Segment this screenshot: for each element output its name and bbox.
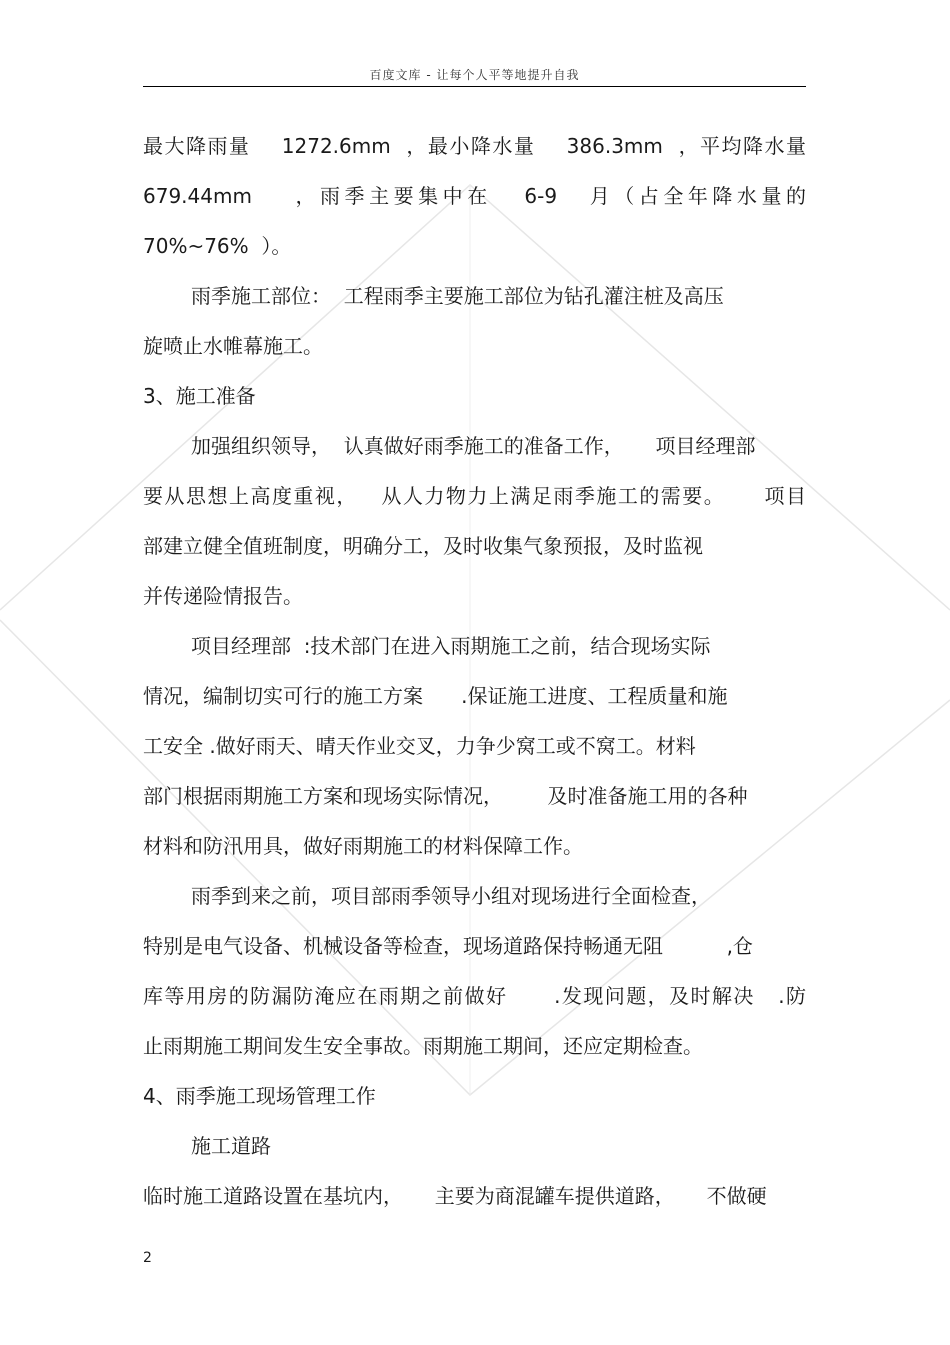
paragraph-line: 最大降雨量 1272.6mm ，最小降水量 386.3mm ，平均降水量 [143, 134, 806, 158]
page-number: 2 [143, 1250, 152, 1266]
header-divider [143, 86, 806, 87]
paragraph-line: 雨季施工部位： 工程雨季主要施工部位为钻孔灌注桩及高压 [191, 284, 724, 308]
paragraph-line: 特别是电气设备、机械设备等检查，现场道路保持畅通无阻 ,仓 [143, 934, 753, 958]
paragraph-line: 情况，编制切实可行的施工方案 .保证施工进度、工程质量和施 [143, 684, 728, 708]
paragraph-line: 材料和防汛用具，做好雨期施工的材料保障工作。 [143, 834, 583, 858]
paragraph-line: 临时施工道路设置在基坑内， 主要为商混罐车提供道路， 不做硬 [143, 1184, 767, 1208]
paragraph-line: 加强组织领导， 认真做好雨季施工的准备工作， 项目经理部 [191, 434, 756, 458]
paragraph-line: 部建立健全值班制度，明确分工，及时收集气象预报，及时监视 [143, 534, 703, 558]
subsection-heading: 施工道路 [191, 1134, 271, 1158]
paragraph-line: 部门根据雨期施工方案和现场实际情况， 及时准备施工用的各种 [143, 784, 748, 808]
paragraph-line: 并传递险情报告。 [143, 584, 303, 608]
paragraph-line: 70%~76% ）。 [143, 234, 292, 258]
paragraph-line: 止雨期施工期间发生安全事故。雨期施工期间，还应定期检查。 [143, 1034, 703, 1058]
paragraph-line: 679.44mm ，雨季主要集中在 6-9 月（占全年降水量的 [143, 184, 806, 208]
paragraph-line: 要从思想上高度重视， 从人力物力上满足雨季施工的需要。 项目 [143, 484, 806, 508]
page-header: 百度文库 - 让每个人平等地提升自我 [369, 68, 580, 82]
paragraph-line: 库等用房的防漏防淹应在雨期之前做好 .发现问题，及时解决 .防 [143, 984, 806, 1008]
paragraph-line: 工安全 .做好雨天、晴天作业交叉，力争少窝工或不窝工。材料 [143, 734, 696, 758]
paragraph-line: 项目经理部 :技术部门在进入雨期施工之前，结合现场实际 [191, 634, 711, 658]
section-heading: 3、施工准备 [143, 384, 256, 408]
paragraph-line: 旋喷止水帷幕施工。 [143, 334, 323, 358]
paragraph-line: 雨季到来之前，项目部雨季领导小组对现场进行全面检查， [191, 884, 711, 908]
section-heading: 4、雨季施工现场管理工作 [143, 1084, 376, 1108]
